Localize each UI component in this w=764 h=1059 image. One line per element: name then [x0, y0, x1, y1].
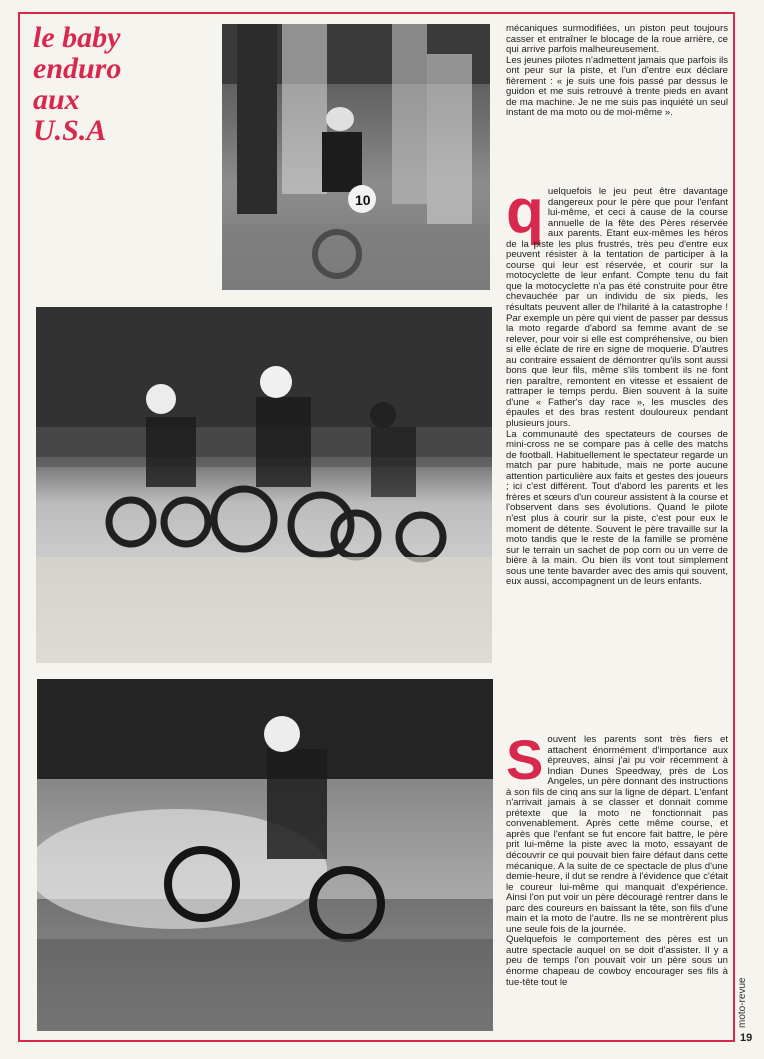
photo-three-riders-drawing [36, 307, 492, 663]
article-title [33, 22, 213, 146]
text-column [506, 177, 728, 588]
title-line: U.S.A [33, 114, 107, 147]
drop-cap: q [506, 177, 544, 246]
drop-cap: S [506, 728, 544, 791]
magazine-label: moto-revue [737, 977, 748, 1028]
title-line: le baby [33, 21, 121, 54]
photo-rider-dust-drawing [37, 679, 493, 1031]
paragraph: ouvent les parents sont très fiers et attachent énormément d'importance aux épreuves, ainsi j'ai pu voir récemment à Indian Dunes Speedway, près de Los Angeles, un père donnant des instructions à son fils de cinq ans sur la ligne de départ. L'enfant n'arrivait jamais à se classer et donnait comme prétexte que la moto ne fonctionnait pas convenablement. Après cette même course, et après que l'enfant se fut encore fait battre, le père prit lui-même la piste avec la moto, essayant de découvrir ce qui pouvait bien faire défaut dans cette mécanique. A la suite de ce spectacle de plus d'une demie-heure, il dut se rendre à l'évidence que c'était le coureur lui-même qui manquait d'expérience. Ainsi l'on put voir un père découragé rentrer dans le parc des coureurs en baissant la tête, son fils d'une main et la moto de l'autre. Ils ne se montrèrent plus une seule fois de la journée. [506, 734, 728, 935]
photo-rider-dust [37, 679, 493, 1031]
title-line: aux [33, 83, 80, 116]
number-plate: 10 [355, 192, 371, 208]
photo-child-rider [222, 24, 490, 290]
paragraph: Quelquefois le comportement des pères est un autre spectacle auquel on se doit d'assister. Il y a peu de temps l'on pouvait voir un père sous un énorme chapeau de cowboy encourager ses fils à tue-tête tout le [506, 934, 728, 988]
photo-three-riders [36, 307, 492, 663]
magazine-name [734, 960, 754, 1030]
page-number: 19 [740, 1032, 753, 1044]
title-line: enduro [33, 52, 122, 85]
paragraph: uelquefois le jeu peut être davantage dangereux pour le père que pour l'enfant lui-même, et ceci à cause de la course annuelle de la fête des Pères réservée aux parents. Etant eux-mêmes les héros de la piste les plus frustrés, très peu d'entre eux peuvent résister à la tentation de participer à la course qui leur est réservée, et courir sur la motocyclette de leur enfant. Compte tenu du fait que la motocyclette n'a pas été construite pour être chevauchée par un individu de six pieds, les résultats peuvent aller de l'hilarité à la catastrophe ! Par exemple un père qui vient de passer par dessus la moto regarde d'abord sa femme avant de se relever, pour voir si elle est compréhensive, ou bien si elle éclate de rire en signe de moquerie. D'autres au contraire essaient de démontrer qu'ils sont aussi bons que leur fils, même s'ils tombent ils ne font rien paraître, remontent en vitesse et essaient de rattraper le temps perdu. Bien souvent à la suite d'une « Father's day race », les muscles des épaules et des bras restent douloureux pendant plusieurs jours. [506, 186, 728, 430]
text-column [506, 728, 728, 988]
paragraph: Les jeunes pilotes n'admettent jamais que parfois ils ont peur sur la piste, et l'un d'entre eux déclare fièrement : « je suis une fois passé par dessus le guidon et me suis retrouvé à trente pieds en avant de ma machine. Je ne me suis pas inquiété un seul instant de ma moto ou de moi-même ». [506, 54, 728, 119]
photo-child-rider-drawing [222, 24, 490, 290]
paragraph: La communauté des spectateurs de courses de mini-cross ne se compare pas à celle des matchs de football. Habituellement le spectateur regarde un match par pure habitude, mais ne porte aucune attention particulière aux faits et gestes des joueurs ; ici c'est différent. Tout d'abord les parents et les frères et sœurs d'un coureur assistent à la course et l'observent dans ses évolutions. Quand le pilote n'est plus à courir sur la piste, c'est pour eux le moment de détente. Souvent le père travaille sur la moto tandis que le reste de la famille se promène sur le terrain un sachet de pop corn ou un verre de bière à la main. Ou bien ils vont tout simplement sous une tente bavarder avec des amis qui souvent, eux aussi, accompagnent un de leurs enfants. [506, 428, 728, 588]
paragraph: mécaniques surmodifiées, un piston peut toujours casser et entraîner le blocage de la roue arrière, ce qui arrive parfois malheureusement. [506, 23, 728, 56]
text-column [506, 24, 728, 119]
